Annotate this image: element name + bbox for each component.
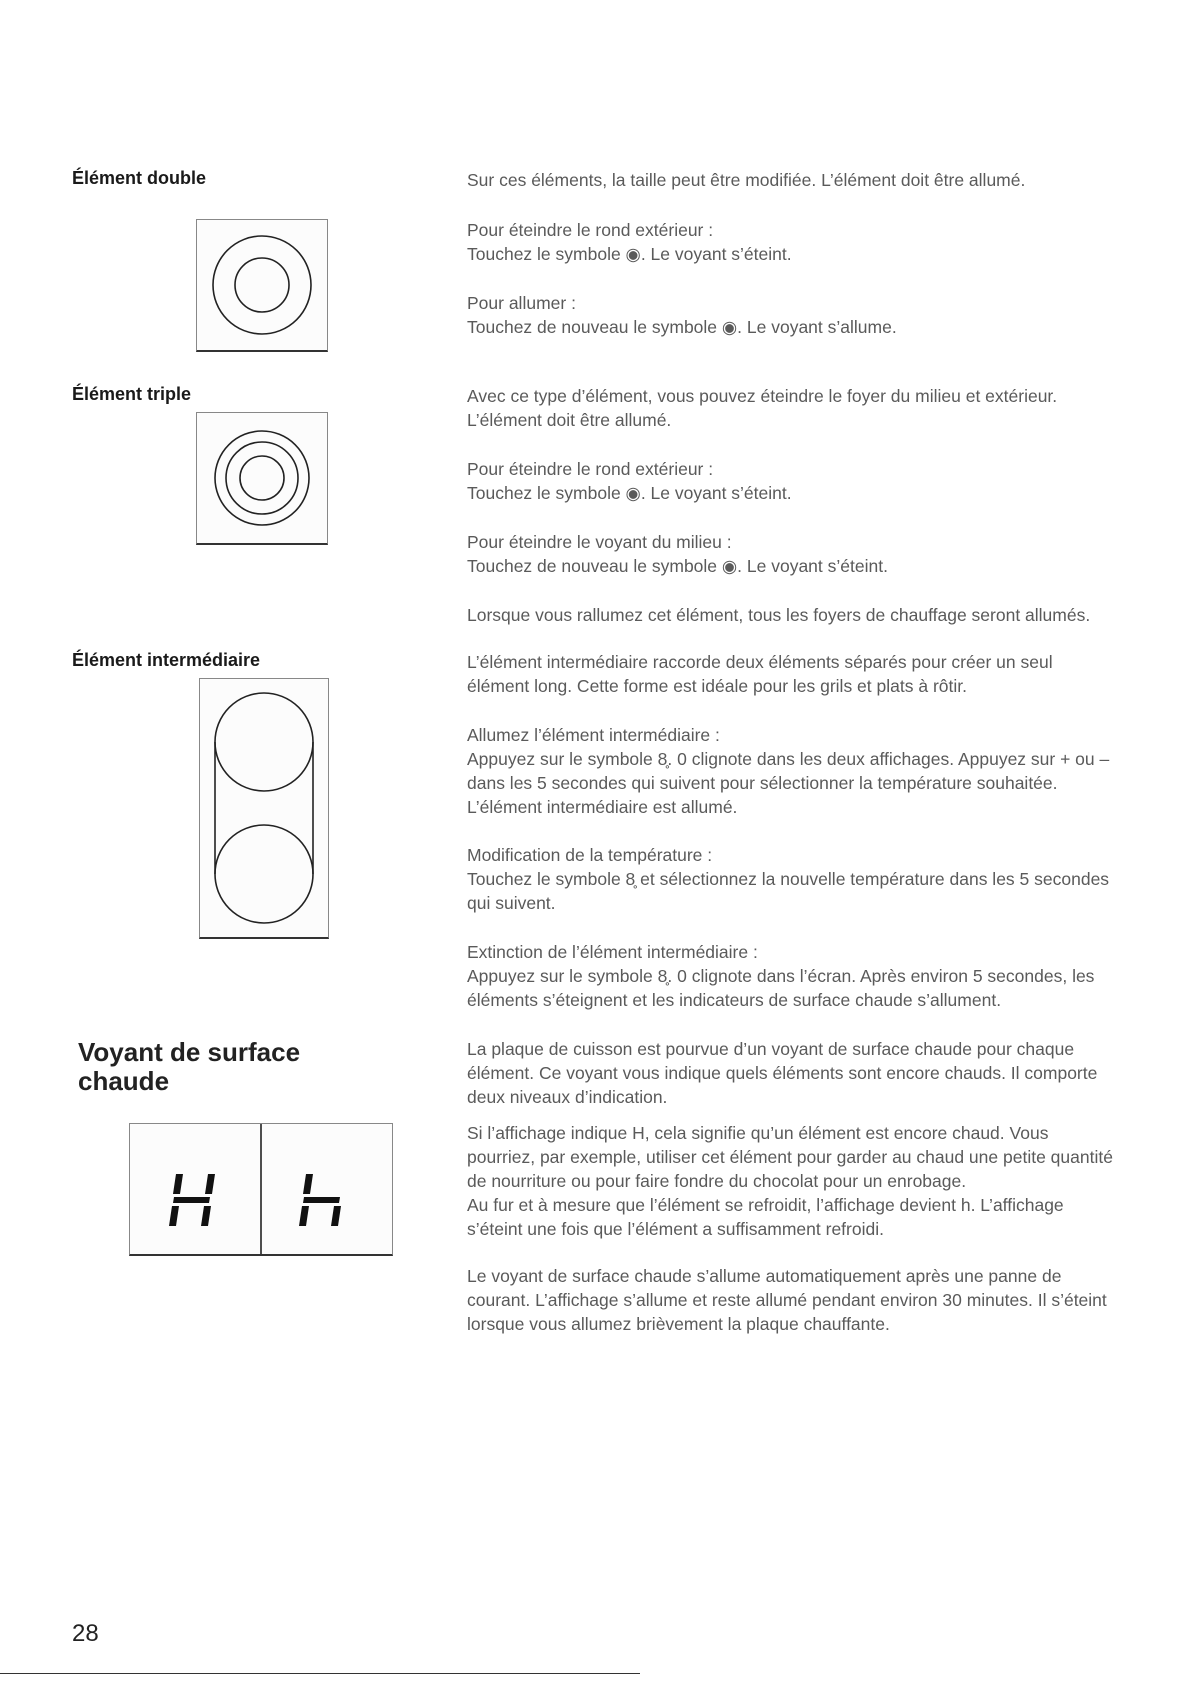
paragraph: Si l’affichage indique H, cela signifie qu’un élément est encore chaud. Vous pourriez, par exemple, utiliser cet élément pour garder au chaud une petite quantité de nourriture ou pour faire fondre du chocolat pour un enrobage. Au fur et à mesure que l’élément se refroidit, l’affichage devient h. L’affichage s’éteint une fois que l’élément a suffisamment refroidi. xyxy=(467,1123,1113,1239)
paragraph: Modification de la température : Touchez le symbole 8̥ et sélectionnez la nouvelle température dans les 5 secondes qui suivent. xyxy=(467,845,1110,913)
figure-element-triple xyxy=(196,412,328,545)
label-element-intermediaire: Élément intermédiaire xyxy=(72,650,261,670)
paragraph: Le voyant de surface chaude s’allume automatiquement après une panne de courant. L’affichage s’allume et reste allumé pendant environ 30 minutes. Il s’éteint lorsque vous allumez brièvement la plaque chauffante. xyxy=(467,1266,1107,1334)
section-heading: Voyant de surface chaude xyxy=(78,1037,301,1096)
footer-rule xyxy=(0,1673,640,1674)
paragraph: Allumez l’élément intermédiaire : Appuyez sur le symbole 8̥. 0 clignote dans les deux affichages. Appuyez sur + ou – dans les 5 secondes qui suivent pour sélectionner la température souhaitée. L’élément intermédiaire est allumé. xyxy=(467,725,1110,817)
triple-element-icon xyxy=(197,413,327,543)
segment-h-upper-icon xyxy=(169,1174,215,1226)
paragraph: Pour éteindre le voyant du milieu : Touchez de nouveau le symbole ◉. Le voyant s’éteint. xyxy=(467,532,888,576)
paragraph: Pour éteindre le rond extérieur : Touchez le symbole ◉. Le voyant s’éteint. xyxy=(467,459,792,503)
label-element-triple: Élément triple xyxy=(72,384,192,404)
page-number: 28 xyxy=(72,1620,99,1647)
label-element-double: Élément double xyxy=(72,168,207,188)
paragraph: Pour allumer : Touchez de nouveau le symbole ◉. Le voyant s’allume. xyxy=(467,293,897,337)
paragraph: Sur ces éléments, la taille peut être modifiée. L’élément doit être allumé. xyxy=(467,170,1026,190)
paragraph: Avec ce type d’élément, vous pouvez éteindre le foyer du milieu et extérieur. L’élément doit être allumé. xyxy=(467,386,1058,430)
paragraph: Extinction de l’élément intermédiaire : Appuyez sur le symbole 8̥. 0 clignote dans l’écran. Après environ 5 secondes, les éléments s’éteignent et les indicateurs de surface chaude s’allument. xyxy=(467,942,1095,1010)
figure-element-double xyxy=(196,219,328,352)
paragraph: Lorsque vous rallumez cet élément, tous les foyers de chauffage seront allumés. xyxy=(467,605,1091,625)
bridge-element-icon xyxy=(200,679,328,937)
paragraph: La plaque de cuisson est pourvue d’un voyant de surface chaude pour chaque élément. Ce voyant vous indique quels éléments sont encore chauds. Il comporte deux niveaux d’indication. xyxy=(467,1039,1098,1107)
figure-element-intermediaire xyxy=(199,678,329,939)
hot-surface-display-icon xyxy=(130,1124,392,1254)
segment-h-lower-icon xyxy=(299,1174,341,1226)
figure-hot-surface-display xyxy=(129,1123,393,1256)
paragraph: L’élément intermédiaire raccorde deux éléments séparés pour créer un seul élément long. Cette forme est idéale pour les grils et plats à rôtir. xyxy=(467,652,1053,696)
double-element-icon xyxy=(197,220,327,350)
paragraph: Pour éteindre le rond extérieur : Touchez le symbole ◉. Le voyant s’éteint. xyxy=(467,220,792,264)
